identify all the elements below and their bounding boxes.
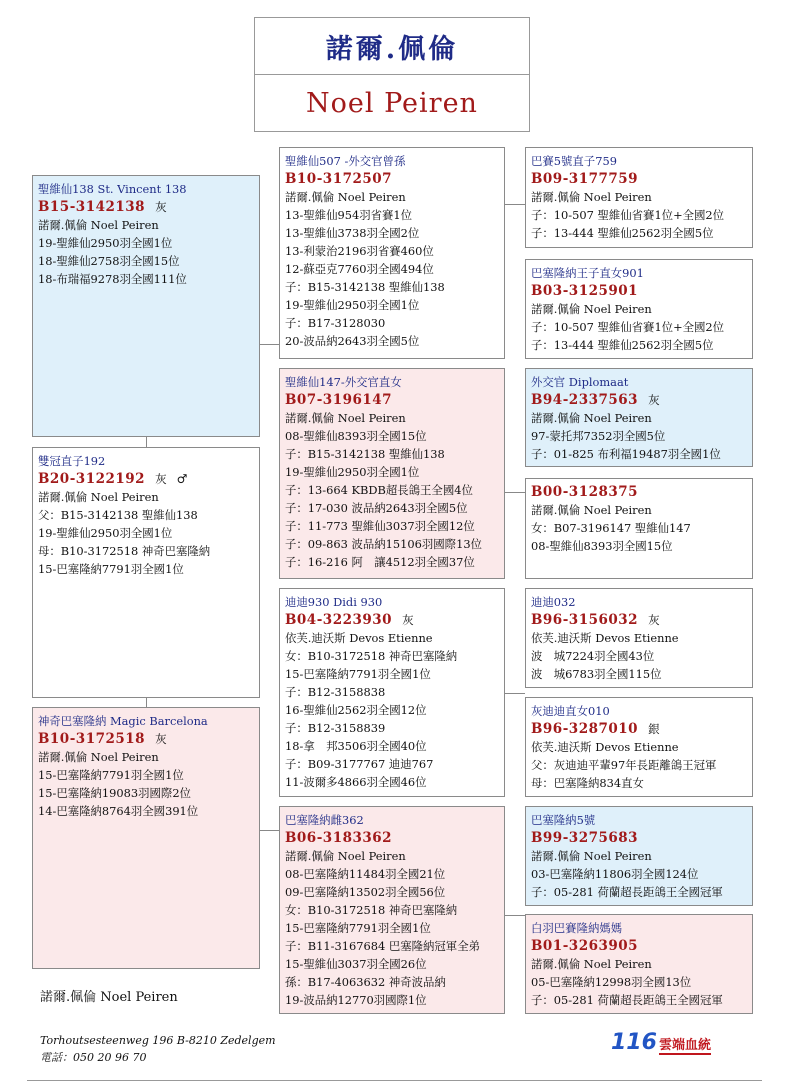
record-line: 05-巴塞隆納12998羽全國13位: [531, 975, 692, 989]
record-line: 15-巴塞隆納19083羽國際2位: [38, 786, 191, 800]
record-line: 諾爾.佩倫 Noel Peiren: [285, 849, 406, 863]
record-line: 依芙.迪沃斯 Devos Etienne: [285, 631, 433, 645]
record-line: 19-聖維仙2950羽全國1位: [38, 526, 173, 540]
record-line: 13-聖維仙3738羽全國2位: [285, 226, 420, 240]
ring-number: B06-3183362: [285, 830, 393, 846]
ring-number: B96-3156032: [531, 612, 639, 628]
record-line: 09-巴塞隆納13502羽全國56位: [285, 885, 446, 899]
connector: [259, 344, 279, 345]
connector: [259, 830, 279, 831]
pedigree-card-ggp-3: [525, 368, 753, 467]
bird-name: 迪迪930 Didi 930: [285, 595, 383, 609]
logo-text: 雲端血統: [659, 1034, 711, 1055]
connector: [505, 915, 525, 916]
bird-name: 神奇巴塞隆納 Magic Barcelona: [38, 714, 208, 728]
bird-name: 聖維仙147-外交官直女: [285, 375, 402, 389]
record-line: 15-聖維仙3037羽全國26位: [285, 957, 427, 971]
record-line: 諾爾.佩倫 Noel Peiren: [531, 411, 652, 425]
record-line: 諾爾.佩倫 Noel Peiren: [38, 218, 159, 232]
ring-number: B15-3142138: [38, 199, 146, 215]
logo-number: 116: [611, 1030, 657, 1055]
record-line: 16-聖維仙2562羽全國12位: [285, 703, 427, 717]
bird-name: 巴塞隆納雌362: [285, 813, 364, 827]
record-line: 19-聖維仙2950羽全國1位: [38, 236, 173, 250]
bottom-divider: [27, 1080, 762, 1081]
record-line: 子：05-281 荷蘭超長距鴿王全國冠軍: [531, 993, 723, 1007]
record-line: 97-蒙托邦7352羽全國5位: [531, 429, 666, 443]
record-line: 子：10-507 聖維仙省賽1位+全國2位: [531, 208, 725, 222]
pedigree-card-ggp-7: [525, 806, 753, 906]
bird-name: 外交官 Diplomaat: [531, 375, 629, 389]
ring-row: [38, 730, 254, 748]
ring-number: B01-3263905: [531, 938, 639, 954]
record-line: 依芙.迪沃斯 Devos Etienne: [531, 631, 679, 645]
record-line: 子：B15-3142138 聖維仙138: [285, 280, 445, 294]
contact-info: [40, 1032, 276, 1066]
record-line: 15-巴塞隆納7791羽全國1位: [38, 562, 184, 576]
record-line: 13-聖維仙954羽省賽1位: [285, 208, 413, 222]
record-line: 18-拿 邦3506羽全國40位: [285, 739, 427, 753]
ring-row: [531, 829, 747, 847]
record-line: 14-巴塞隆納8764羽全國391位: [38, 804, 199, 818]
record-line: 波 城7224羽全國43位: [531, 649, 655, 663]
record-line: 波 城6783羽全國115位: [531, 667, 662, 681]
record-line: 諾爾.佩倫 Noel Peiren: [38, 750, 159, 764]
record-line: 母：B10-3172518 神奇巴塞隆納: [38, 544, 211, 558]
bird-name: 聖維仙138 St. Vincent 138: [38, 182, 187, 196]
record-line: 父：B15-3142138 聖維仙138: [38, 508, 198, 522]
record-line: 子：B11-3167684 巴塞隆納冠軍全弟: [285, 939, 480, 953]
pedigree-card-ggp-2: [525, 259, 753, 359]
record-line: 諾爾.佩倫 Noel Peiren: [531, 302, 652, 316]
bird-name: 白羽巴賽隆納媽媽: [531, 921, 623, 935]
record-line: 依芙.迪沃斯 Devos Etienne: [531, 740, 679, 754]
pedigree-card-dam-dam: [279, 806, 505, 1014]
record-line: 13-利蒙治2196羽省賽460位: [285, 244, 434, 258]
record-line: 子：13-664 KBDB超長鴿王全國4位: [285, 483, 473, 497]
feather-color: 灰: [648, 393, 660, 407]
record-line: 子：13-444 聖維仙2562羽全國5位: [531, 226, 714, 240]
pedigree-card-ggp-1: [525, 147, 753, 248]
record-line: 諾爾.佩倫 Noel Peiren: [285, 411, 406, 425]
ring-row: [531, 391, 747, 409]
record-line: 子：B17-3128030: [285, 316, 386, 330]
pedigree-card-ggp-6: [525, 697, 753, 797]
feather-color: 銀: [648, 722, 660, 736]
record-line: 諾爾.佩倫 Noel Peiren: [531, 849, 652, 863]
ring-row: [531, 937, 747, 955]
record-line: 15-巴塞隆納7791羽全國1位: [38, 768, 184, 782]
record-line: 子：B12-3158839: [285, 721, 386, 735]
ring-row: [531, 720, 747, 738]
ring-number: B07-3196147: [285, 392, 393, 408]
pedigree-card-subject: [32, 447, 260, 698]
record-line: 女：B10-3172518 神奇巴塞隆納: [285, 649, 458, 663]
ring-row: [285, 829, 499, 847]
feather-color: 灰: [155, 200, 167, 214]
record-line: 父：灰迪迪平輩97年長距離鴿王冠軍: [531, 758, 717, 772]
ring-number: B96-3287010: [531, 721, 639, 737]
record-line: 19-波品納12770羽國際1位: [285, 993, 427, 1007]
record-line: 諾爾.佩倫 Noel Peiren: [285, 190, 406, 204]
connector: [505, 492, 525, 493]
record-line: 孫：B17-4063632 神奇波品納: [285, 975, 446, 989]
record-line: 08-聖維仙8393羽全國15位: [531, 539, 673, 553]
pedigree-card-ggp-4: [525, 478, 753, 579]
ring-row: [38, 470, 254, 488]
record-line: 女：B10-3172518 神奇巴塞隆納: [285, 903, 458, 917]
ring-row: [531, 483, 747, 501]
record-line: 母：巴塞隆納834直女: [531, 776, 644, 790]
record-line: 諾爾.佩倫 Noel Peiren: [531, 190, 652, 204]
connector: [146, 697, 147, 707]
feather-color: 灰: [648, 613, 660, 627]
record-line: 諾爾.佩倫 Noel Peiren: [531, 503, 652, 517]
site-logo[interactable]: [611, 1030, 711, 1055]
record-line: 子：B09-3177767 迪迪767: [285, 757, 434, 771]
bird-name: 迪迪032: [531, 595, 576, 609]
record-line: 子：16-216 阿 讓4512羽全國37位: [285, 555, 475, 569]
ring-number: B04-3223930: [285, 612, 393, 628]
record-line: 諾爾.佩倫 Noel Peiren: [531, 957, 652, 971]
ring-number: B03-3125901: [531, 283, 639, 299]
record-line: 20-波品納2643羽全國5位: [285, 334, 420, 348]
ring-number: B10-3172518: [38, 731, 146, 747]
pedigree-card-sire-dam: [279, 368, 505, 579]
record-line: 19-聖維仙2950羽全國1位: [285, 298, 420, 312]
record-line: 03-巴塞隆納11806羽全國124位: [531, 867, 699, 881]
bird-name: 雙冠直子192: [38, 454, 106, 468]
ring-row: [285, 391, 499, 409]
bird-name: 聖維仙507 -外交官曾孫: [285, 154, 406, 168]
record-line: 11-波爾多4866羽全國46位: [285, 775, 427, 789]
male-symbol-icon: ♂: [176, 472, 188, 486]
ring-number: B20-3122192: [38, 471, 146, 487]
record-line: 子：B15-3142138 聖維仙138: [285, 447, 445, 461]
ring-row: [531, 611, 747, 629]
ring-row: [285, 170, 499, 188]
connector: [146, 437, 147, 447]
address: Torhoutsesteenweg 196 B-8210 Zedelgem: [40, 1034, 276, 1047]
pedigree-card-sire-sire: [279, 147, 505, 359]
record-line: 子：13-444 聖維仙2562羽全國5位: [531, 338, 714, 352]
record-line: 子：09-863 波品納15106羽國際13位: [285, 537, 482, 551]
connector: [505, 204, 525, 205]
feather-color: 灰: [155, 472, 167, 486]
bird-name: 灰迪迪直女010: [531, 704, 610, 718]
bird-name: 巴塞隆納王子直女901: [531, 266, 644, 280]
pedigree-card-ggp-5: [525, 588, 753, 688]
pedigree-card-ggp-8: [525, 914, 753, 1014]
ring-number: B94-2337563: [531, 392, 639, 408]
record-line: 子：05-281 荷蘭超長距鴿王全國冠軍: [531, 885, 723, 899]
pedigree-card-dam: [32, 707, 260, 969]
record-line: 15-巴塞隆納7791羽全國1位: [285, 667, 431, 681]
bird-name: 巴塞隆納5號: [531, 813, 596, 827]
record-line: 19-聖維仙2950羽全國1位: [285, 465, 420, 479]
ring-row: [531, 170, 747, 188]
record-line: 子：01-825 布利福19487羽全國1位: [531, 447, 721, 461]
ring-row: [38, 198, 254, 216]
ring-number: B99-3275683: [531, 830, 639, 846]
record-line: 子：17-030 波品納2643羽全國5位: [285, 501, 468, 515]
footer-breeder-name: 諾爾.佩倫 Noel Peiren: [40, 990, 178, 1005]
connector: [505, 693, 525, 694]
record-line: 12-蘇亞克7760羽全國494位: [285, 262, 434, 276]
ring-row: [285, 611, 499, 629]
record-line: 15-巴塞隆納7791羽全國1位: [285, 921, 431, 935]
record-line: 女：B07-3196147 聖維仙147: [531, 521, 691, 535]
record-line: 08-巴塞隆納11484羽全國21位: [285, 867, 446, 881]
ring-row: [531, 282, 747, 300]
record-line: 子：B12-3158838: [285, 685, 386, 699]
record-line: 18-聖維仙2758羽全國15位: [38, 254, 180, 268]
pedigree-card-sire: [32, 175, 260, 437]
phone: 電話：050 20 96 70: [40, 1051, 147, 1064]
record-line: 18-布瑞福9278羽全國111位: [38, 272, 187, 286]
record-line: 子：11-773 聖維仙3037羽全國12位: [285, 519, 475, 533]
ring-number: B10-3172507: [285, 171, 393, 187]
breeder-english-name: Noel Peiren: [254, 74, 530, 132]
record-line: 子：10-507 聖維仙省賽1位+全國2位: [531, 320, 725, 334]
feather-color: 灰: [155, 732, 167, 746]
bird-name: 巴賽5號直子759: [531, 154, 617, 168]
pedigree-card-dam-sire: [279, 588, 505, 797]
breeder-chinese-name: 諾爾.佩倫: [254, 17, 530, 75]
record-line: 08-聖維仙8393羽全國15位: [285, 429, 427, 443]
feather-color: 灰: [402, 613, 414, 627]
ring-number: B00-3128375: [531, 484, 639, 500]
ring-number: B09-3177759: [531, 171, 639, 187]
record-line: 諾爾.佩倫 Noel Peiren: [38, 490, 159, 504]
